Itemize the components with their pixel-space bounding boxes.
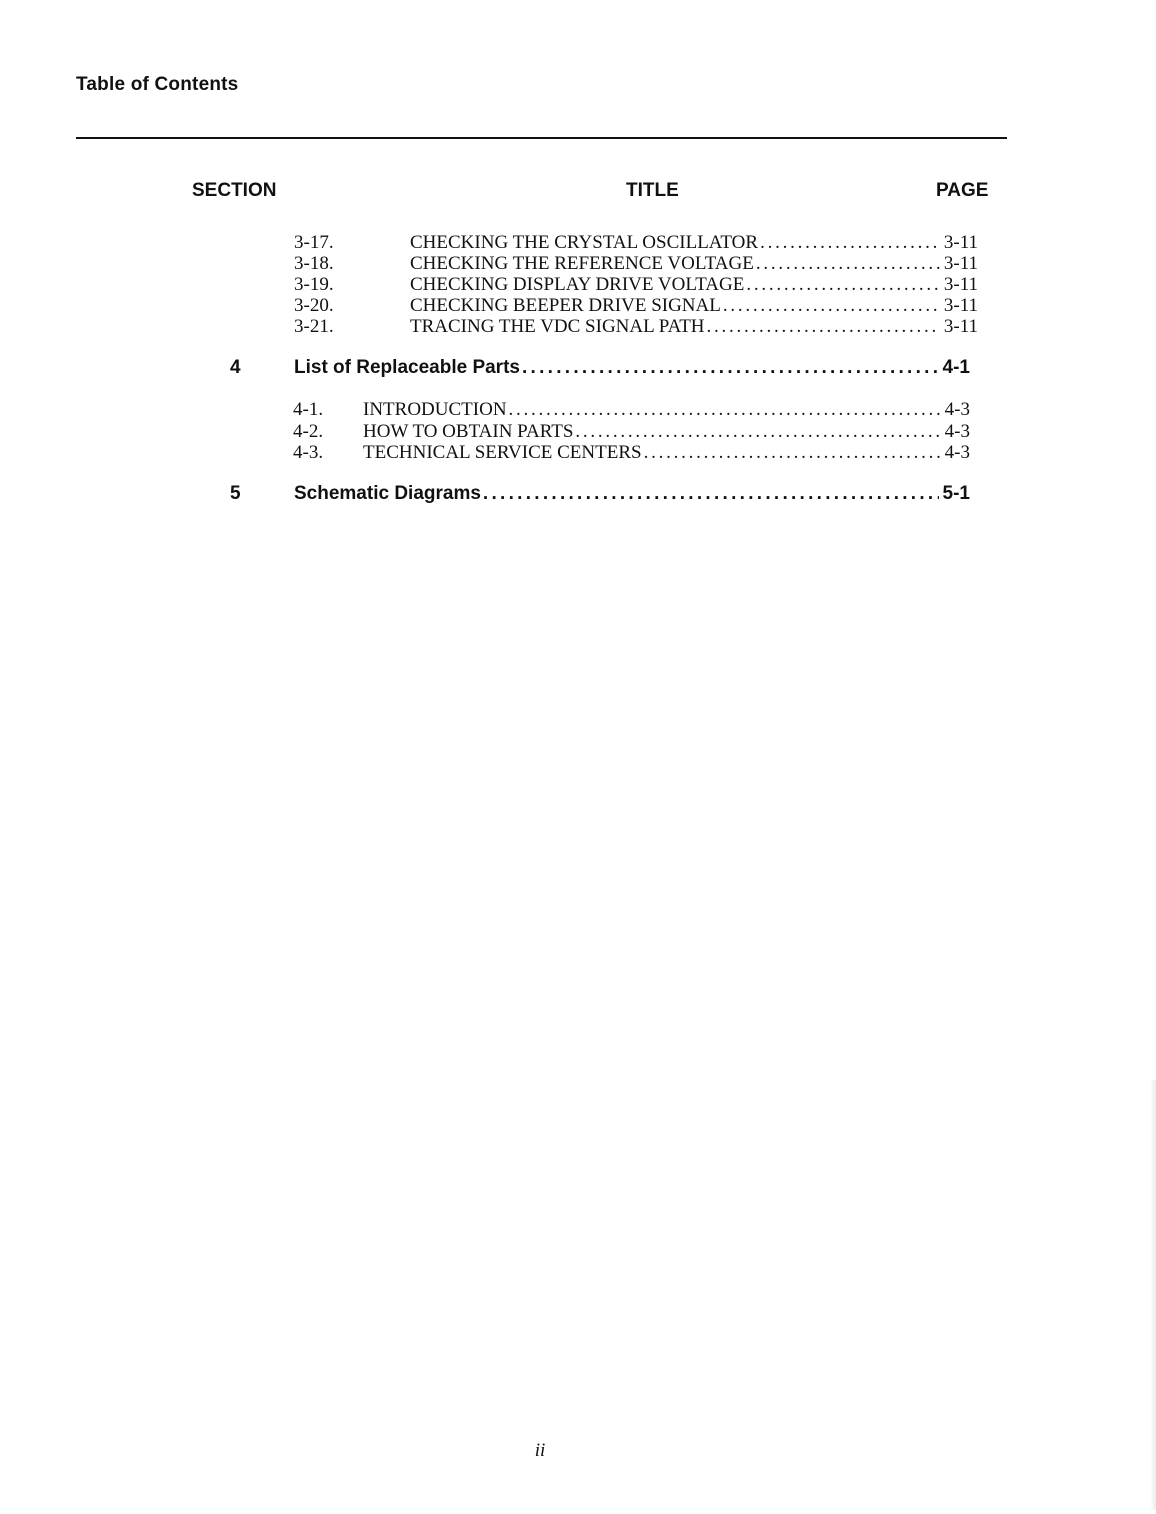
toc-entry-page: 4-3 [944,421,970,442]
leader-dots [707,316,940,338]
toc-section-title: List of Replaceable Parts [294,357,520,378]
scan-edge-shadow [1150,1080,1156,1510]
toc-entry[interactable] [410,253,978,275]
toc-entry-title: CHECKING THE REFERENCE VOLTAGE [410,253,754,274]
header-rule [76,137,1007,139]
leader-dots [746,274,940,296]
toc-entry[interactable] [363,399,970,421]
toc-entry-page: 4-3 [944,399,970,420]
toc-section-title: Schematic Diagrams [294,483,481,504]
toc-entry-number: 3-20. [294,295,334,316]
toc-entry-page: 3-11 [943,253,978,274]
toc-section[interactable] [294,357,970,379]
leader-dots [723,295,940,317]
toc-entry[interactable] [363,442,970,464]
section-number: 4 [230,357,241,378]
toc-entry[interactable] [410,232,978,254]
toc-entry-page: 4-3 [944,442,970,463]
toc-entry[interactable] [410,295,978,317]
toc-entry-title: HOW TO OBTAIN PARTS [363,421,574,442]
leader-dots [575,421,940,443]
page-header-label: Table of Contents [76,74,239,95]
toc-section[interactable] [294,483,970,505]
column-header-section: SECTION [192,180,277,201]
toc-section-page: 4-1 [942,357,970,378]
toc-entry-page: 3-11 [943,295,978,316]
toc-entry-page: 3-11 [943,232,978,253]
column-header-title: TITLE [626,180,679,201]
toc-entry-title: CHECKING THE CRYSTAL OSCILLATOR [410,232,759,253]
toc-entry[interactable] [410,316,978,338]
toc-entry-page: 3-11 [943,274,978,295]
page-number: ii [534,1440,546,1461]
leader-dots [756,253,940,275]
toc-entry-page: 3-11 [943,316,978,337]
toc-entry-number: 4-1. [293,399,324,420]
toc-entry-number: 3-18. [294,253,334,274]
toc-entry-number: 4-3. [293,442,324,463]
section-number: 5 [230,483,241,504]
toc-entry-title: CHECKING DISPLAY DRIVE VOLTAGE [410,274,745,295]
toc-entry-title: TRACING THE VDC SIGNAL PATH [410,316,705,337]
toc-entry-number: 4-2. [293,421,324,442]
toc-entry-number: 3-21. [294,316,334,337]
leader-dots [522,357,939,379]
toc-entry-number: 3-17. [294,232,334,253]
leader-dots [644,442,941,464]
leader-dots [483,483,939,505]
toc-entry-title: CHECKING BEEPER DRIVE SIGNAL [410,295,721,316]
toc-entry[interactable] [410,274,978,296]
toc-entry[interactable] [363,421,970,443]
toc-entry-title: TECHNICAL SERVICE CENTERS [363,442,642,463]
column-header-page: PAGE [936,180,989,201]
leader-dots [760,232,940,254]
toc-section-page: 5-1 [942,483,970,504]
leader-dots [509,399,941,421]
toc-entry-number: 3-19. [294,274,334,295]
toc-entry-title: INTRODUCTION [363,399,507,420]
